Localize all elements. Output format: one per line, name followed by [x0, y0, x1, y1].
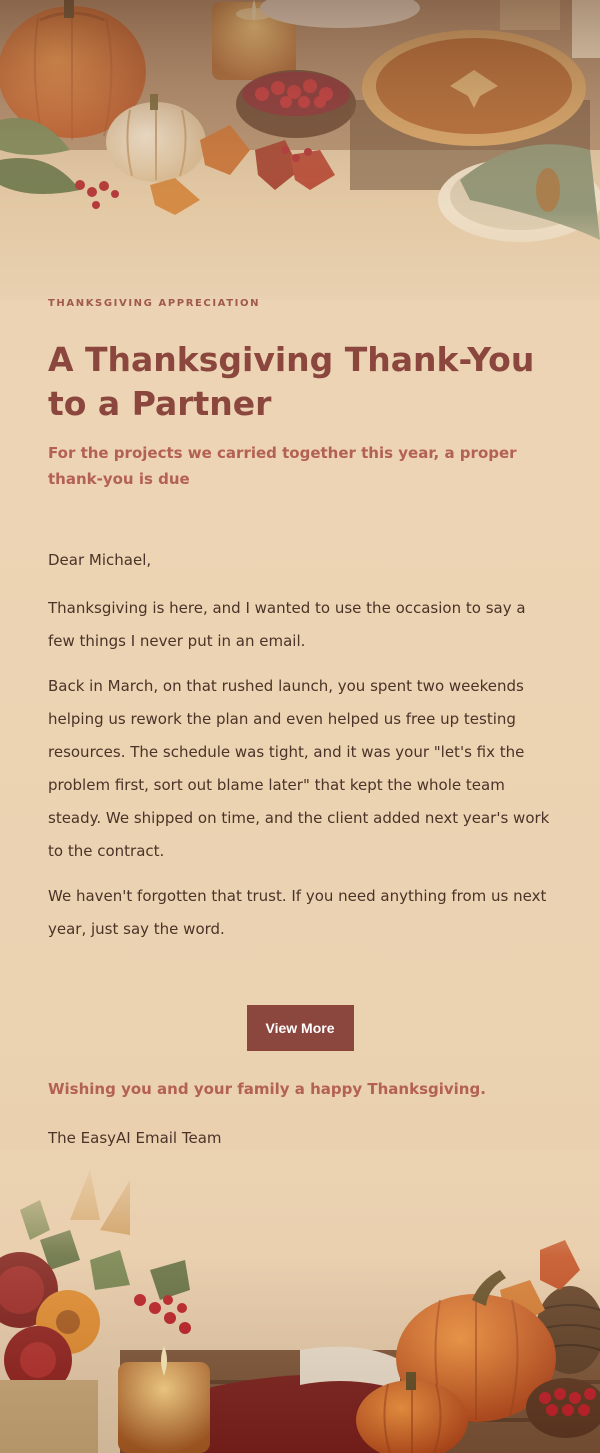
email-subtitle: For the projects we carried together this year, a proper thank-you is due: [48, 444, 517, 488]
thanksgiving-table-illustration: [0, 0, 600, 300]
paragraph-3: We haven't forgotten that trust. If you need anything from us next year, just say the word.: [48, 887, 547, 938]
view-more-button[interactable]: View More: [247, 1005, 354, 1051]
email-body: [48, 544, 553, 958]
paragraph-2: Back in March, on that rushed launch, you spent two weekends helping us rework the plan and even helped us free up testing resources. The schedule was tight, and it was your "let's fix the problem first, sort out blame later" that kept the whole team steady. We shipped on time, and the client added next year's work to the contract.: [48, 677, 550, 860]
greeting: Dear Michael,: [48, 551, 152, 569]
cta-container: [48, 1005, 552, 1051]
closing-line: Wishing you and your family a happy Thanksgiving.: [48, 1080, 486, 1098]
email-title: A Thanksgiving Thank-You to a Partner: [48, 340, 535, 423]
signature: The EasyAI Email Team: [48, 1129, 222, 1147]
autumn-harvest-illustration: [0, 1150, 600, 1453]
paragraph-1: Thanksgiving is here, and I wanted to use the occasion to say a few things I never put in an email.: [48, 599, 526, 650]
eyebrow-label: THANKSGIVING APPRECIATION: [48, 298, 261, 309]
